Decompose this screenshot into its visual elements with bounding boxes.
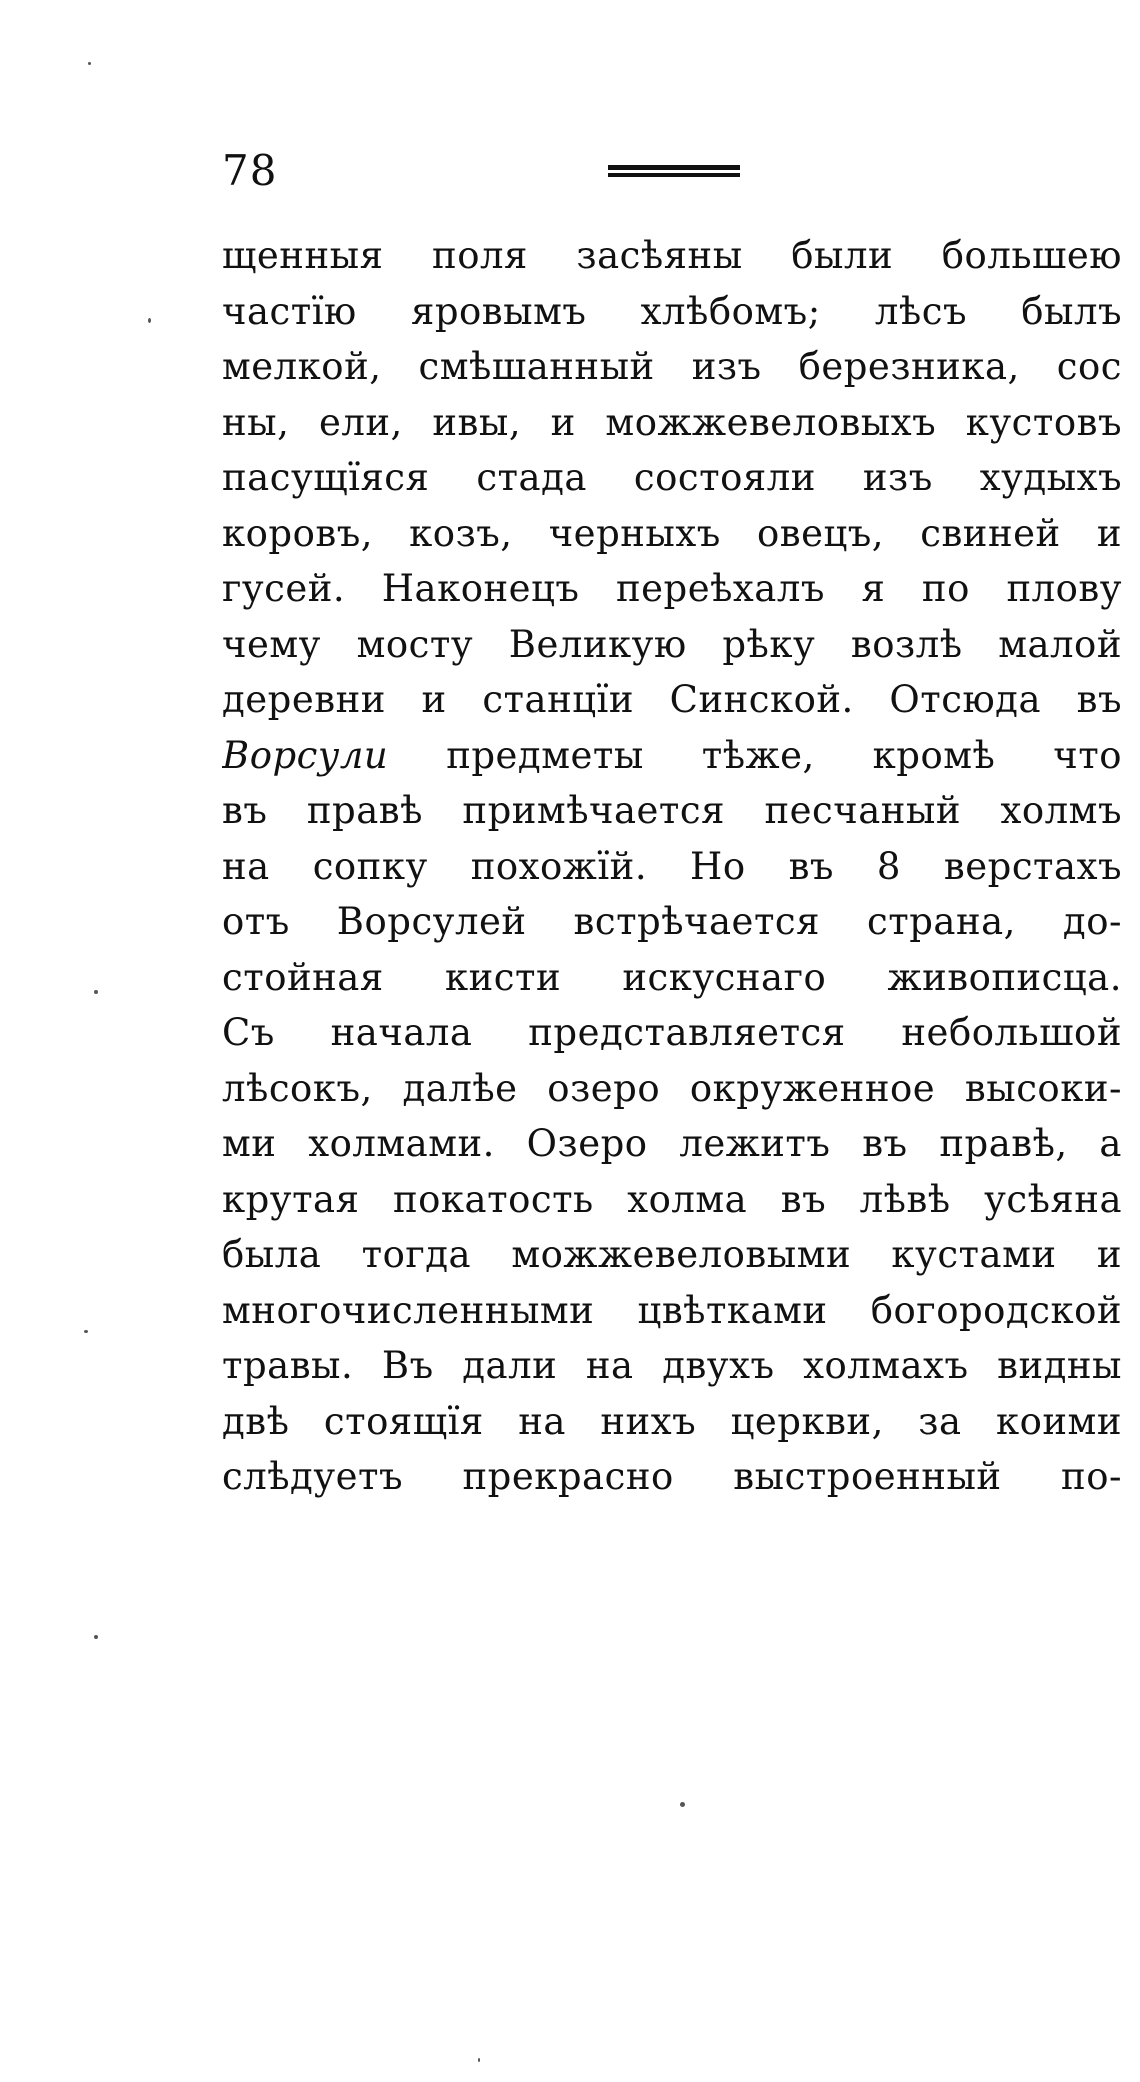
italic-word: Ворсули: [222, 733, 389, 777]
scan-speck: [94, 990, 98, 994]
text-line: была тогда можжевеловыми кустами и: [222, 1233, 1122, 1276]
text-line: двѣ стоящїя на нихъ церкви, за коими: [222, 1399, 1122, 1443]
page-number: 78: [222, 146, 278, 195]
scan-speck: [478, 2058, 480, 2062]
text-line: гусей. Наконецъ переѣхалъ я по плову: [222, 567, 1122, 610]
text-line: стойная кисти искуснаго живописца.: [222, 955, 1122, 999]
header-rule-top: [608, 165, 740, 170]
scan-speck: [94, 1635, 98, 1639]
text-line: щенныя поля засѣяны были большею: [222, 234, 1122, 277]
text-line: коровъ, козъ, черныхъ овецъ, свиней и: [222, 511, 1122, 555]
text-line: многочисленными цвѣтками богородской: [222, 1288, 1122, 1332]
text-line: Съ начала представляется небольшой: [222, 1011, 1122, 1054]
text-line: на сопку похожїй. Но въ 8 верстахъ: [222, 844, 1122, 888]
scan-speck: [88, 62, 91, 65]
text-line: травы. Въ дали на двухъ холмахъ видны: [222, 1344, 1122, 1387]
text-line: въ правѣ примѣчается песчаный холмъ: [222, 789, 1122, 832]
header-rule-bottom: [608, 173, 740, 177]
text-line: чему мосту Великую рѣку возлѣ малой: [222, 622, 1122, 666]
header-rule: [608, 165, 740, 179]
text-line-with-italic: [222, 728, 1122, 784]
scan-speck: [680, 1802, 685, 1807]
text-line: крутая покатость холма въ лѣвѣ усѣяна: [222, 1177, 1122, 1221]
text-line: лѣсокъ, далѣе озеро окруженное высоки-: [222, 1066, 1122, 1110]
scan-speck: [148, 318, 151, 323]
text-line: мелкой, смѣшанный изъ березника, сос: [222, 345, 1122, 388]
text-line-rest: предметы тѣже, кромѣ что: [446, 733, 1122, 777]
text-line: пасущїяся стада состояли изъ худыхъ: [222, 456, 1122, 499]
text-line: отъ Ворсулей встрѣчается страна, до-: [222, 900, 1122, 943]
scan-speck: [84, 1330, 88, 1333]
body-text: [222, 228, 1122, 1505]
text-line: слѣдуетъ прекрасно выстроенный по-: [222, 1455, 1122, 1498]
text-line: деревни и станцїи Синской. Отсюда въ: [222, 678, 1122, 721]
text-line: частїю яровымъ хлѣбомъ; лѣсъ былъ: [222, 289, 1122, 333]
text-line: ми холмами. Озеро лежитъ въ правѣ, а: [222, 1122, 1122, 1165]
text-line: ны, ели, ивы, и можжевеловыхъ кустовъ: [222, 400, 1122, 444]
